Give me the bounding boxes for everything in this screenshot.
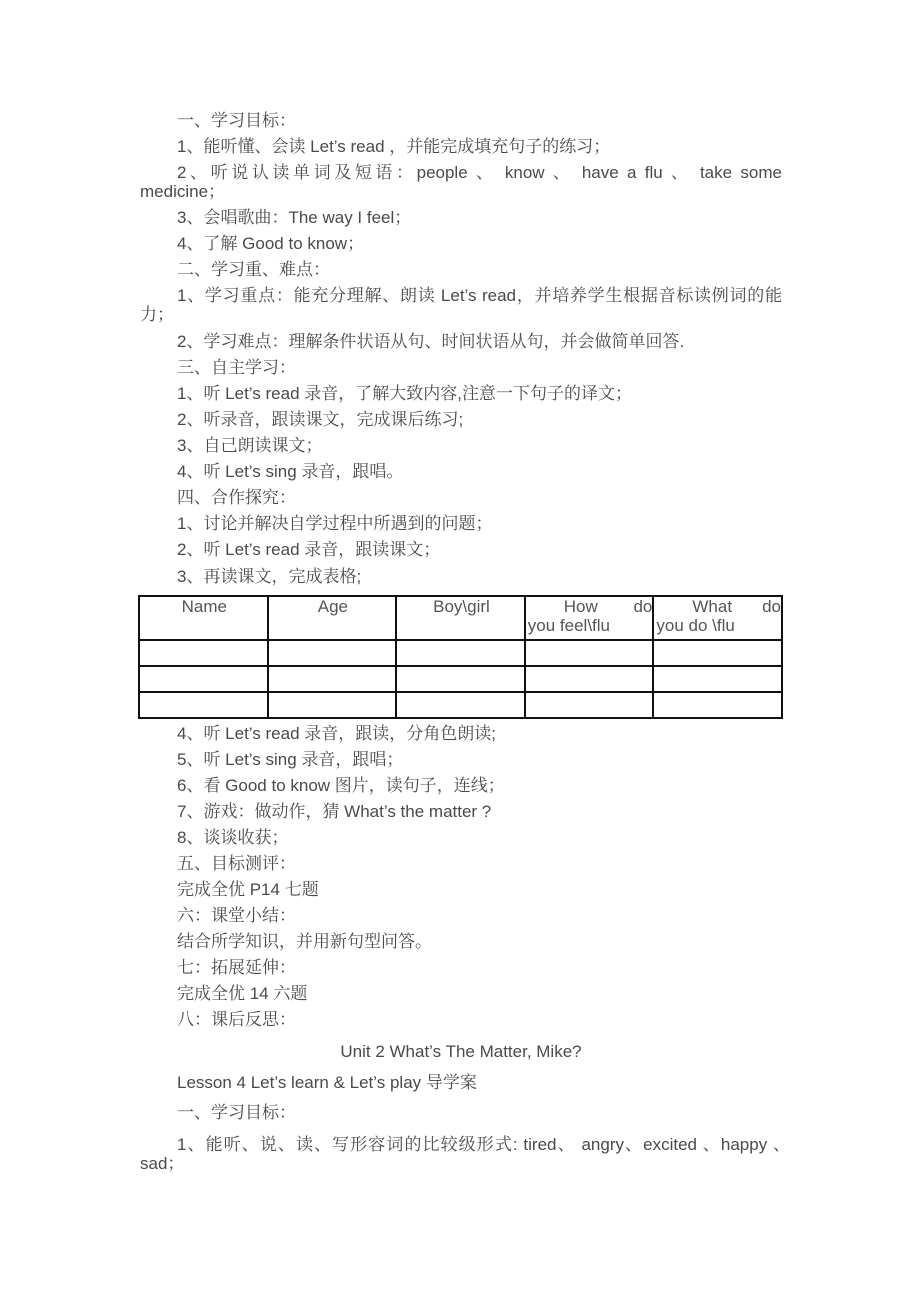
heading-goals: 一、学习目标： [177, 111, 296, 130]
goal-1: 1、能听懂、会读 Let’s read ，并能完成填充句子的练习； [177, 137, 611, 156]
heading-assessment: 五、目标测评： [177, 854, 296, 873]
table-row [139, 692, 782, 718]
table-cell[interactable] [396, 692, 525, 718]
table-cell[interactable] [396, 666, 525, 692]
heading-reflection: 八：课后反思： [177, 1010, 296, 1029]
cooperation-5: 5、听 Let’s sing 录音，跟唱； [177, 750, 404, 769]
self-study-2: 2、听录音，跟读课文，完成课后练习; [177, 410, 464, 429]
cooperation-1: 1、讨论并解决自学过程中所遇到的问题； [177, 514, 493, 533]
cooperation-8: 8、谈谈收获； [177, 828, 289, 847]
unit-title: Unit 2 What’s The Matter, Mike? [340, 1042, 582, 1061]
self-study-4: 4、听 Let’s sing 录音，跟唱。 [177, 462, 404, 481]
header-name: Name [139, 596, 268, 640]
survey-table [138, 595, 783, 719]
table-header-row [139, 596, 782, 640]
table-cell[interactable] [268, 692, 397, 718]
heading-extension: 七：拓展延伸： [177, 958, 296, 977]
table-cell[interactable] [525, 692, 654, 718]
table-cell[interactable] [139, 692, 268, 718]
header-feel: How do you feel\flu [525, 596, 654, 640]
header-do: What do you do \flu [653, 596, 782, 640]
goal-2: 2、听说认读单词及短语：people 、 know 、 have a flu 、 take some medicine； [140, 163, 782, 201]
cooperation-2: 2、听 Let’s read 录音，跟读课文； [177, 540, 441, 559]
self-study-3: 3、自己朗读课文； [177, 436, 323, 455]
goal-3: 3、会唱歌曲：The way I feel； [177, 208, 412, 227]
heading-key-points: 二、学习重、难点： [177, 260, 330, 279]
header-age: Age [268, 596, 397, 640]
goal-2-1: 1、能听、说、读、写形容词的比较级形式: tired、 angry、excited 、happy 、sad； [140, 1135, 790, 1173]
heading-goals-2: 一、学习目标： [177, 1103, 296, 1122]
table-cell[interactable] [268, 666, 397, 692]
cooperation-4: 4、听 Let’s read 录音，跟读，分角色朗读; [177, 724, 496, 743]
summary-text: 结合所学知识，并用新句型问答。 [177, 932, 432, 951]
key-point-1: 1、学习重点：能充分理解、朗读 Let’s read，并培养学生根据音标读例词的能力； [140, 286, 782, 324]
goal-4: 4、了解 Good to know； [177, 234, 365, 253]
assessment-text: 完成全优 P14 七题 [177, 880, 319, 899]
extension-text: 完成全优 14 六题 [177, 984, 308, 1003]
heading-cooperation: 四、合作探究： [177, 488, 296, 507]
table-row [139, 640, 782, 666]
table-cell[interactable] [139, 666, 268, 692]
cooperation-6: 6、看 Good to know 图片，读句子，连线； [177, 776, 505, 795]
self-study-1: 1、听 Let’s read 录音，了解大致内容,注意一下句子的译文； [177, 384, 632, 403]
key-point-2: 2、学习难点：理解条件状语从句、时间状语从句，并会做简单回答. [177, 332, 685, 351]
heading-summary: 六：课堂小结： [177, 906, 296, 925]
table-cell[interactable] [653, 666, 782, 692]
table-cell[interactable] [396, 640, 525, 666]
table-cell[interactable] [525, 640, 654, 666]
table-cell[interactable] [525, 666, 654, 692]
heading-self-study: 三、自主学习： [177, 358, 296, 377]
header-gender: Boy\girl [396, 596, 525, 640]
table-cell[interactable] [268, 640, 397, 666]
table-cell[interactable] [653, 692, 782, 718]
table-row [139, 666, 782, 692]
lesson-title: Lesson 4 Let’s learn & Let’s play 导学案 [177, 1073, 477, 1092]
cooperation-7: 7、游戏：做动作，猜 What’s the matter ? [177, 802, 492, 821]
cooperation-3: 3、再读课文，完成表格; [177, 567, 362, 586]
table-cell[interactable] [653, 640, 782, 666]
table-cell[interactable] [139, 640, 268, 666]
